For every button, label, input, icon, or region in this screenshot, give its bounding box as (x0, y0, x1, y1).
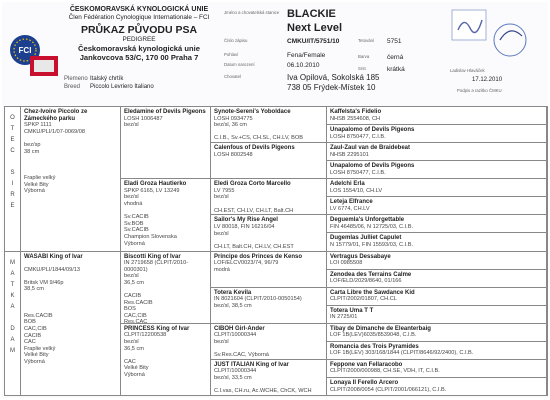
dog-sex: Fena/Female (287, 52, 326, 59)
coat-color: černá (387, 54, 404, 61)
ancestor-name: Zaul-Zaul van de Braidebeat (330, 145, 411, 152)
ancestor-name: Dugemlas Julliet Capulet (330, 235, 402, 242)
side-letter: R (10, 192, 15, 198)
side-letter: A (10, 304, 15, 310)
great-great-grandparent-cell (327, 143, 547, 161)
ancestor-detail (24, 260, 117, 267)
breed-label-en: Breed (64, 83, 81, 90)
ancestor-name: Calenfous of Devils Pigeons (214, 145, 295, 152)
ancestor-detail: CAC,CIB (124, 312, 147, 319)
ancestor-detail: LV 7955 (214, 187, 235, 194)
owner-name: Iva Opilová, Sokolská 185 (287, 73, 380, 82)
dog-kennel: Next Level (287, 22, 343, 34)
fci-cmku-logo-icon (8, 32, 60, 78)
ancestor-detail: Res.CACIB (124, 299, 153, 306)
ancestor-detail: bez/sl (214, 338, 229, 345)
certificate-header (2, 2, 548, 102)
ancestor-detail: LOSH 0934775 (214, 115, 253, 122)
ancestor-detail: Champion Slovenska (124, 234, 177, 240)
ancestor-detail (214, 382, 323, 389)
ancestor-detail: LOF/ELD/2029/8640, 01/166 (330, 278, 402, 285)
ancestor-name: Leteja Elfrance (330, 199, 373, 206)
ancestor-detail: bez/sl, 33,5 cm (214, 375, 252, 382)
ancestor-name: Unapalomo of Devils Pigeons (330, 127, 415, 134)
dam-side-label (5, 252, 21, 396)
ancestor-detail: LOSH 8750477, C.I.B. (330, 133, 386, 140)
coat-type: krátká (387, 66, 405, 73)
ancestor-detail: bez/sl, 36 cm (214, 122, 247, 129)
great-great-grandparent-cell (327, 252, 547, 270)
owner-address: 738 05 Frýdek-Místek 10 (287, 83, 376, 92)
side-letter: S (10, 170, 15, 176)
ancestor-detail: bez/sl (124, 122, 139, 129)
ancestor-detail: Výborná (24, 359, 45, 365)
parent-cell (21, 107, 121, 252)
side-letter: C (10, 148, 15, 154)
ancestor-detail: Fraplie velký (24, 345, 56, 352)
ancestor-detail: LOF 1B(LEV) 303/168/1844 (CLPIT/8646/92/2400), C.I.B. (330, 350, 474, 357)
great-grandparent-cell (211, 288, 327, 324)
side-letter: A (10, 271, 15, 277)
ancestor-detail: CMKU/PLI/1844/09/13 (24, 266, 80, 273)
sire-side-label (5, 107, 21, 252)
ancestor-detail: CAC (124, 358, 136, 365)
ancestor-detail (24, 162, 117, 169)
ancestor-detail: modrá (214, 266, 230, 273)
side-letter (5, 313, 20, 324)
ancestor-detail: 38 cm (24, 148, 40, 155)
date-of-birth: 06.10.2010 (287, 62, 320, 69)
ancestor-name: CIBOH Girl-Ander (214, 325, 265, 332)
ancestor-detail: bez/sl (124, 338, 139, 345)
ancestor-name: Feppone van Fellaracobo (330, 361, 403, 368)
ancestor-name: Romancia des Trois Pyramides (330, 343, 419, 350)
ancestor-detail: Res.CAC (124, 319, 148, 324)
ancestor-detail: bez/sp (24, 141, 41, 148)
great-grandparent-cell (211, 179, 327, 215)
document-title: PRŮKAZ PŮVODU PSA (80, 24, 198, 36)
ancestor-detail: bez/sl (214, 194, 229, 201)
ancestor-detail: Britsk VM 9/46p (24, 279, 64, 286)
grandparent-cell (121, 107, 211, 179)
breed-name-it: Piccolo Levriero Italiano (90, 83, 154, 90)
ancestor-detail (214, 129, 323, 136)
ancestor-detail (124, 208, 207, 215)
ancestor-name: Lonaya II Ferello Arcero (330, 379, 399, 386)
ancestor-detail: Výborná (24, 188, 45, 195)
pedigree-certificate (2, 2, 548, 398)
ancestor-detail: Res.CACIB (24, 312, 53, 319)
great-grandparent-cell (211, 215, 327, 251)
great-great-grandparent-cell (327, 378, 547, 396)
ancestor-detail: CLPIT/12200538 (124, 332, 167, 339)
ancestor-detail: bez/sl, 38,5 cm (214, 302, 252, 309)
ancestor-name: Carta Libre the Sawdance Kid (330, 289, 415, 296)
breed-name-cz: Italský chrtík (90, 76, 124, 82)
ancestor-detail: LOSH 1006487 (124, 115, 163, 122)
ancestor-detail: CH.EST, CH.LV, CH.LT, Balt.CH (214, 207, 294, 214)
ancestor-detail: FIN 46485/06, N 12725/03, C.I.B. (330, 223, 414, 230)
ancestor-detail: 36,5 cm (124, 279, 144, 286)
ancestor-name: Eledamine of Devils Pigeons (124, 109, 206, 115)
great-great-grandparent-cell (327, 306, 547, 324)
label-name: Jméno a chovatelská stanice (224, 10, 280, 15)
ancestor-detail: IN 8021604 (CLPIT/2010-0050154) (214, 296, 302, 303)
official-stamp-icon (440, 6, 540, 66)
label-coat: Srst (358, 66, 366, 71)
ancestor-detail: LV 6774, CH.LV (330, 205, 370, 212)
ancestor-detail: bez/sl (124, 194, 139, 201)
ancestor-detail: Sv.CACIB (124, 214, 149, 221)
ancestor-detail: CAC (24, 339, 36, 346)
ancestor-name: Eledi Groza Corto Marcello (214, 181, 291, 188)
great-great-grandparent-cell (327, 125, 547, 143)
side-letter: E (10, 137, 15, 143)
ancestor-name: Biscotti King of Ivar (124, 253, 181, 260)
side-letter (5, 157, 20, 168)
ancestor-name: Zenodea des Terrains Calme (330, 271, 412, 278)
ancestor-name: Sailor's My Rise Angel (214, 217, 278, 224)
ancestor-detail: LOF/ELCV0023/74, 96/79 (214, 260, 279, 267)
ancestor-detail: Sv.CACIB (124, 227, 149, 234)
ancestor-detail: CLPIT/10000344 (214, 332, 257, 339)
organization-block (64, 6, 214, 62)
label-owner: Chovatel (224, 74, 241, 79)
ancestor-name: Totera Uma T T (330, 307, 374, 314)
ancestor-detail: LV 80018, FIN 16216/04 (214, 223, 275, 230)
ancestor-detail: NHSB 2295101 (330, 151, 369, 158)
ancestor-detail (24, 135, 117, 142)
side-letter: D (10, 326, 15, 332)
ancestor-detail: bez/sl (124, 273, 139, 280)
ancestor-detail: LOSH 8750477, C.I.B. (330, 169, 386, 176)
label-reg: Číslo zápisu (224, 38, 248, 43)
ancestor-detail: SPKP 6165, LV 13249 (124, 187, 180, 194)
ancestor-detail: CMKU/PLI/1/07-0069/08 (24, 128, 85, 135)
ancestor-name: Kaffelsta's Fidelio (330, 109, 382, 115)
ancestor-detail (124, 352, 207, 359)
signer-name: Ladislav Hlaváček (450, 68, 485, 73)
side-letter: A (10, 337, 15, 343)
logo-text: FCI (18, 46, 32, 55)
grandparent-cell (121, 252, 211, 324)
pedigree-table (4, 106, 548, 396)
great-grandparent-cell (211, 252, 327, 288)
side-letter: E (10, 203, 15, 209)
great-great-grandparent-cell (327, 342, 547, 360)
org-name: ČESKOMORAVSKÁ KYNOLOGICKÁ UNIE (69, 6, 209, 13)
great-grandparent-cell (211, 360, 327, 396)
ancestor-detail (24, 306, 117, 313)
breed-label: Plemeno (64, 76, 88, 82)
great-great-grandparent-cell (327, 179, 547, 197)
ancestor-detail: Velké Bity (124, 365, 149, 372)
ancestor-detail: N 15779/01, FIN 15593/03, C.I.B. (330, 242, 414, 249)
ancestor-detail: CLPIT/2002/01807, CH.CL (330, 296, 397, 303)
ancestor-name: Deguemla's Unforgettable (330, 217, 405, 224)
ancestor-detail: CH.LT, Balt.CH, CH.LV, CH.EST (214, 243, 294, 250)
label-dob: Datum narození (224, 62, 255, 67)
ancestor-detail: 38,5 cm (24, 286, 44, 293)
ancestor-detail: LOS 1554/10, CH.LV (330, 187, 383, 194)
ancestor-detail: CLPIT/2000/000988, CH.SE, VDH, IT, C.I.B. (330, 368, 440, 375)
ancestor-detail: Výborná (124, 240, 145, 247)
ancestor-detail: 36,5 cm (124, 345, 144, 352)
union-name: Českomoravská kynologická unie (78, 44, 200, 53)
label-color: Barva (358, 54, 370, 59)
signature-caption: Podpis a razítko ČMKU (457, 88, 502, 93)
ancestor-detail (24, 300, 117, 307)
ancestor-detail: BOB (24, 319, 36, 326)
ancestor-detail: BOS (124, 306, 136, 313)
ancestor-detail: CAC,CIB (24, 326, 47, 333)
ancestor-detail: C.I.B., Sv.+CS, CH.SL, CH.LV, BOB (214, 135, 303, 142)
grandparent-cell (121, 324, 211, 396)
ancestor-detail: CACIB (124, 293, 142, 300)
ancestor-detail: Fraplie velký (24, 174, 56, 181)
ancestor-detail (24, 168, 117, 175)
ancestor-name: PRINCESS King of Ivar (124, 325, 190, 332)
issue-date: 17.12.2010 (472, 77, 503, 83)
ancestor-name: JUST ITALIAN King of Ivar (214, 361, 289, 368)
great-grandparent-cell (211, 107, 327, 143)
side-letter: K (10, 293, 15, 299)
ancestor-name: Principe dos Princes de Kenso (214, 253, 303, 260)
breed-block (64, 76, 154, 91)
ancestor-detail (214, 237, 323, 244)
ancestor-detail (214, 201, 323, 208)
document-subtitle: PEDIGREE (122, 36, 156, 43)
ancestor-detail (214, 346, 323, 353)
ancestor-name: Synote-Sereni's Yoboldace (214, 109, 291, 115)
parent-cell (21, 252, 121, 397)
ancestor-detail (24, 293, 117, 300)
ancestor-detail: IN 2719658 (CLPIT/2010-0000301) (124, 260, 189, 273)
ancestor-name: Unapalomo of Devils Pigeons (330, 163, 415, 170)
org-member-note: Člen Fédération Cynologique Internationale – FCI (68, 14, 210, 21)
side-letter: T (10, 282, 15, 288)
ancestor-detail (24, 273, 117, 280)
ancestor-detail (124, 286, 207, 293)
ancestor-detail: CLPIT/2008/0054 (CLPIT/2001/066121), C.I.B. (330, 386, 447, 393)
great-great-grandparent-cell (327, 215, 547, 233)
registration-number: CMKU/IT/5751/10 (287, 38, 340, 45)
great-great-grandparent-cell (327, 270, 547, 288)
ancestor-detail: CACIB (24, 332, 42, 339)
ancestor-detail: IN 2725/01 (330, 314, 358, 321)
ancestor-name: Tibay de Dimanche de Eleanterbaig (330, 325, 431, 332)
ancestor-detail: Výborná (124, 371, 145, 378)
ancestor-detail: SPKP 1111 (24, 122, 52, 129)
ancestor-name: Adelchi Erla (330, 181, 365, 188)
side-letter: M (10, 348, 15, 354)
great-great-grandparent-cell (327, 288, 547, 306)
union-address: Jankovcova 53/C, 170 00 Praha 7 (79, 53, 199, 62)
side-letter: T (10, 126, 15, 132)
tattoo-number: 5751 (387, 38, 402, 45)
ancestor-detail: Velké Bity (24, 352, 49, 359)
dog-name: BLACKIE (287, 8, 336, 20)
ancestor-detail: NHSB 2554608, CH (330, 115, 381, 122)
ancestor-name: Eladi Groza Hautierko (124, 181, 187, 188)
ancestor-name: Totera Kevila (214, 289, 252, 296)
ancestor-detail: LOF 1B(LEV)6035/8539048, C.I.B. (330, 332, 417, 339)
ancestor-detail: Sv.BOB (124, 220, 144, 227)
ancestor-detail: LOI 0985508 (330, 260, 363, 267)
great-grandparent-cell (211, 143, 327, 179)
great-great-grandparent-cell (327, 360, 547, 378)
ancestor-detail: Sv.Res.CAC, Výborná (214, 352, 269, 359)
great-great-grandparent-cell (327, 197, 547, 215)
great-great-grandparent-cell (327, 233, 547, 251)
great-grandparent-cell (211, 324, 327, 360)
great-great-grandparent-cell (327, 107, 547, 125)
ancestor-name: Chez-Ivoire Piccolo ze Zámeckého parku (24, 109, 88, 122)
side-letter: O (10, 115, 15, 121)
label-sex: Pohlaví (224, 52, 239, 57)
ancestor-detail: CLPIT/10000344 (214, 368, 257, 375)
ancestor-name: WASABI King of Ivar (24, 253, 83, 260)
ancestor-detail: vhodná (124, 201, 143, 208)
ancestor-detail: bez/sl (214, 230, 229, 237)
ancestor-detail (24, 155, 117, 162)
ancestor-detail: LOSH 8002548 (214, 151, 253, 158)
grandparent-cell (121, 179, 211, 251)
side-letter: M (10, 260, 15, 266)
label-tattoo: Tetování (358, 38, 375, 43)
ancestor-detail: C.I.vas, CH.ru, Ac.WCHE, ChCK, WCH (214, 388, 312, 395)
great-great-grandparent-cell (327, 324, 547, 342)
side-letter: I (11, 181, 14, 187)
ancestor-name: Vertragus Dessabaye (330, 253, 391, 260)
ancestor-detail: Velké Bity (24, 181, 49, 188)
great-great-grandparent-cell (327, 161, 547, 179)
